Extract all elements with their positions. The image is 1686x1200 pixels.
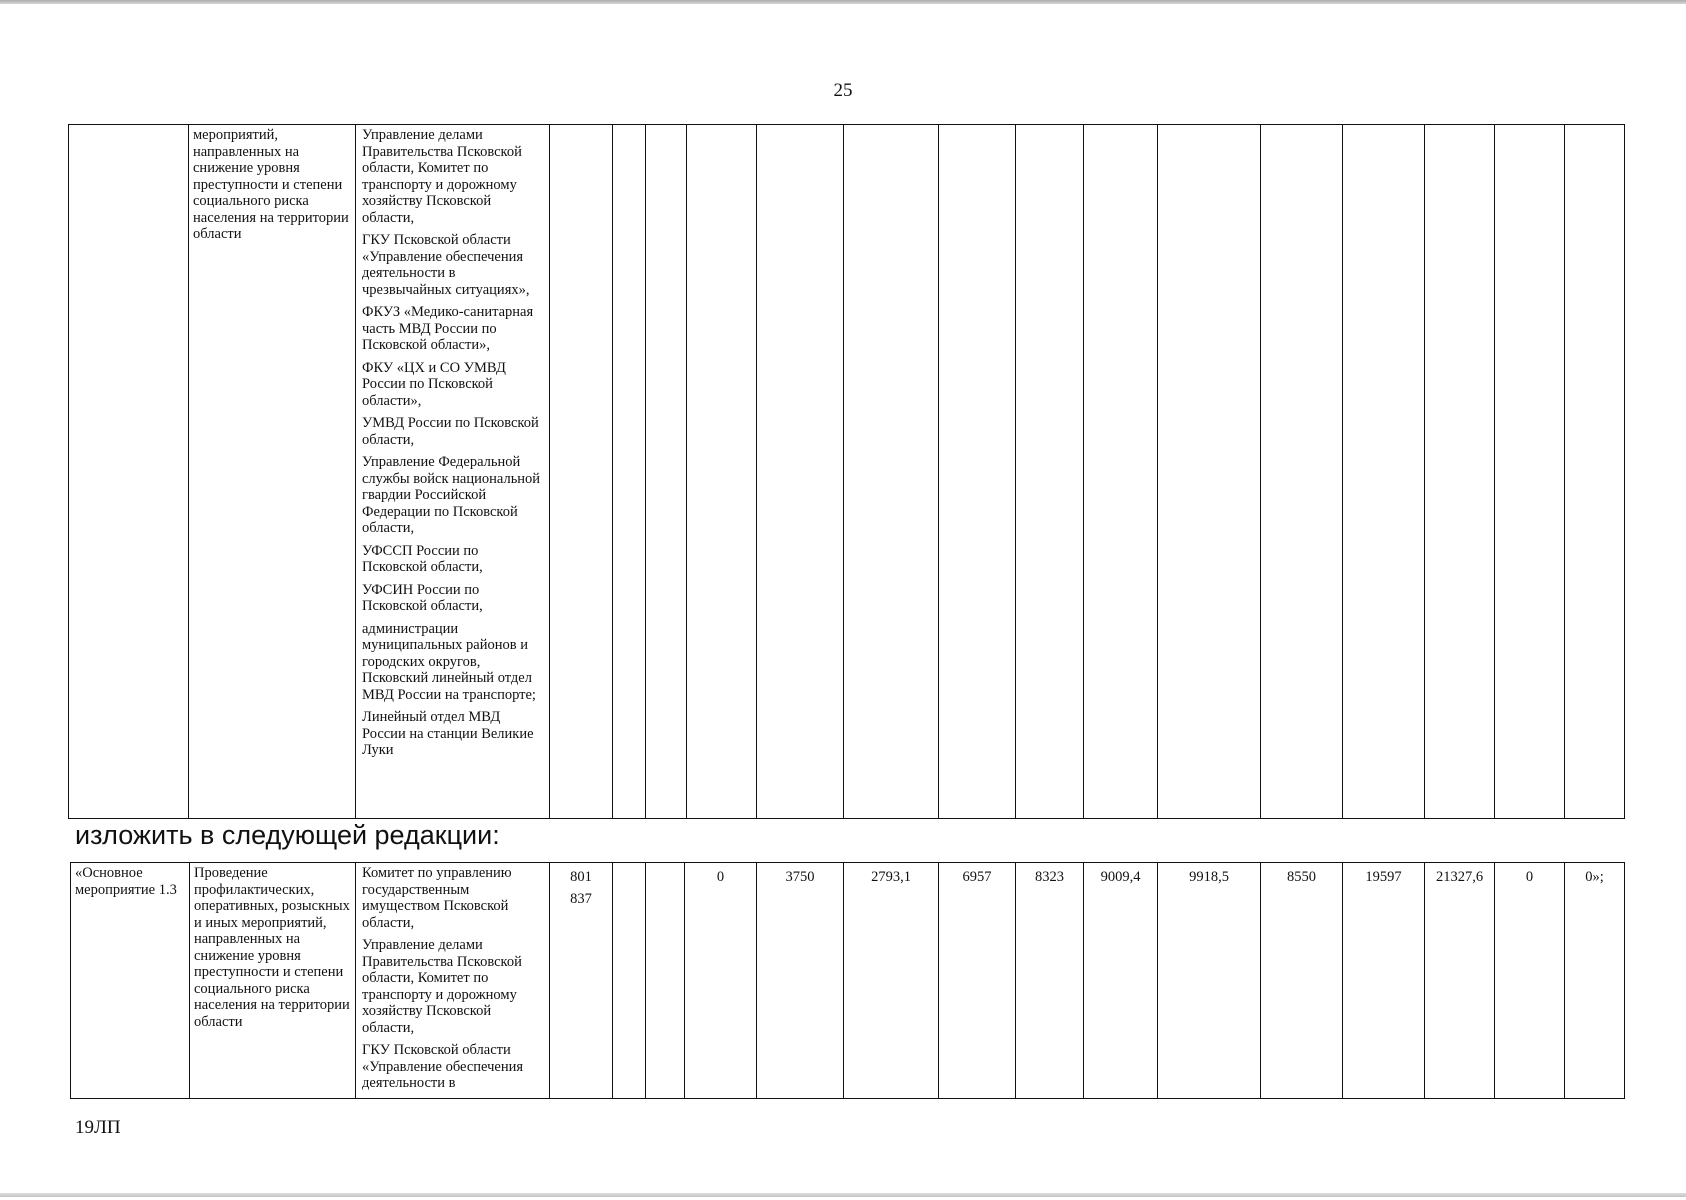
cell-value [1425, 863, 1495, 1099]
cell-empty [1158, 125, 1261, 819]
cell-empty [1261, 125, 1343, 819]
cell-value [939, 863, 1016, 1099]
value: 9009,4 [1100, 869, 1141, 885]
cell-empty [1016, 125, 1084, 819]
cell-executors [356, 125, 550, 819]
cell-empty [613, 863, 646, 1099]
cell-empty [687, 125, 757, 819]
budget-code: 837 [570, 890, 592, 907]
cell-empty [1343, 125, 1425, 819]
cell-item-label [71, 863, 190, 1099]
executor-item: УФСИН России по Псковской области, [362, 581, 483, 614]
cell-value [844, 863, 939, 1099]
value: 8323 [1035, 869, 1064, 885]
cell-executors [356, 863, 550, 1099]
executor-item: ГКУ Псковской области «Управление обеспечения деятельности в чрезвычайных ситуациях», [362, 232, 530, 298]
executor-item: Комитет по управлению государственным имуществом Псковской области, [362, 865, 512, 931]
cell-value [685, 863, 757, 1099]
cell-empty [939, 125, 1016, 819]
event-text: Проведение профилактических, оперативных, розыскных и иных мероприятий, направленных на снижение уровня преступности и степени социального риска населения на территории области [194, 865, 350, 1030]
cell-value [1084, 863, 1158, 1099]
value: 8550 [1287, 869, 1316, 885]
value: 0 [1525, 869, 1534, 885]
cell-empty [844, 125, 939, 819]
cell-codes [550, 863, 613, 1099]
cell-empty [1495, 125, 1565, 819]
executor-item: ГКУ Псковской области «Управление обеспечения деятельности в [362, 1042, 524, 1091]
executor-item: УФССП России по Псковской области, [362, 542, 483, 575]
executor-item: Управление делами Правительства Псковской области, Комитет по транспорту и дорожному хозяйству Псковской области, [362, 937, 522, 1036]
executor-list [356, 863, 549, 1092]
value: 19597 [1365, 869, 1402, 885]
table-row [69, 125, 1625, 819]
executor-item: Управление делами Правительства Псковской области, Комитет по транспорту и дорожному хозяйству Псковской области, [362, 127, 522, 226]
executor-item: Линейный отдел МВД России на станции Великие Луки [362, 709, 534, 758]
cell-value [1495, 863, 1565, 1099]
executor-item: УМВД России по Псковской области, [362, 415, 539, 448]
cell-event [190, 863, 356, 1099]
value: 21327,6 [1435, 869, 1484, 885]
cell-empty [1565, 125, 1625, 819]
edit-instruction-heading: изложить в следующей редакции: [75, 820, 500, 850]
cell-empty [1425, 125, 1495, 819]
scan-edge-top [0, 0, 1686, 4]
executor-item: Управление Федеральной службы войск национальной гвардии Российской Федерации по Псковской области, [362, 454, 541, 536]
table-previous-edition [68, 124, 1625, 819]
cell-empty [757, 125, 844, 819]
table-row [71, 863, 1625, 1099]
value: 2793,1 [871, 869, 911, 885]
cell-value [1261, 863, 1343, 1099]
cell-value [1158, 863, 1261, 1099]
value: 6957 [962, 869, 992, 885]
event-text: мероприятий, направленных на снижение уровня преступности и степени социального риска населения на территории области [193, 127, 349, 242]
executor-item: ФКУЗ «Медико-санитарная часть МВД России по Псковской области», [362, 304, 534, 353]
cell-empty [613, 125, 646, 819]
executor-list [356, 125, 549, 759]
cell-value [1016, 863, 1084, 1099]
footer-document-code: 19ЛП [75, 1117, 121, 1138]
budget-code: 801 [570, 869, 592, 885]
budget-codes [550, 863, 612, 907]
value: 0 [716, 869, 725, 885]
table-new-edition [70, 862, 1625, 1099]
cell-event [189, 125, 356, 819]
executor-item: администрации муниципальных районов и городских округов, Псковский линейный отдел МВД России на транспорте; [362, 620, 536, 703]
cell-empty [550, 125, 613, 819]
item-label: «Основное мероприятие 1.3 [75, 865, 177, 898]
cell-value [1565, 863, 1625, 1099]
page-number: 25 [833, 80, 853, 101]
cell-empty [646, 863, 685, 1099]
cell-item-label [69, 125, 189, 819]
value: 9918,5 [1189, 869, 1229, 885]
cell-value [757, 863, 844, 1099]
executor-item: ФКУ «ЦХ и СО УМВД России по Псковской области», [362, 359, 506, 409]
value: 0»; [1585, 869, 1604, 885]
value: 3750 [785, 869, 815, 885]
cell-value [1343, 863, 1425, 1099]
scan-edge-bottom [0, 1193, 1686, 1197]
cell-empty [1084, 125, 1158, 819]
cell-empty [646, 125, 687, 819]
